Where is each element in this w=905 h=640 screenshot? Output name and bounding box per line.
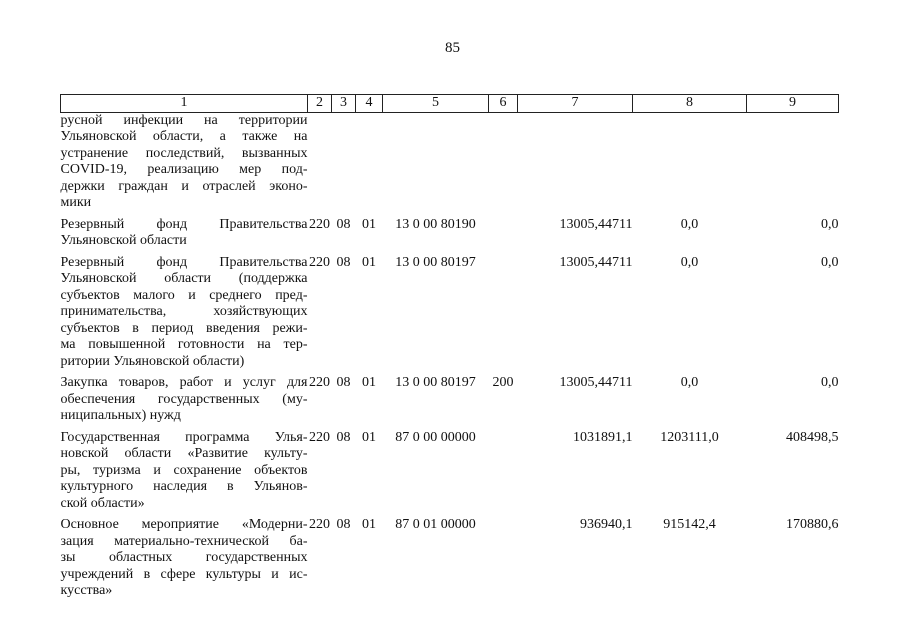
admin-code-cell: 220 [309, 375, 330, 390]
amount-col7-cell: 13005,44711 [559, 375, 633, 390]
expense-type-cell [489, 212, 518, 250]
description-line: Ульяновской области, а также на [60, 129, 308, 144]
description-line: Государственная программа Улья- [60, 429, 308, 445]
amount-col8-cell: 0,0 [680, 216, 699, 232]
expense-type-cell [489, 250, 518, 371]
amount-col8-cell [633, 112, 747, 212]
header-col-9: 9 [747, 95, 839, 113]
subsection-cell: 01 [362, 517, 376, 532]
amount-col9-cell: 0,0 [821, 375, 839, 390]
header-col-6: 6 [489, 95, 518, 113]
description-line: обеспечения государственных (му- [60, 391, 308, 407]
amount-col8-cell: 1203111,0 [660, 429, 719, 445]
header-col-2: 2 [308, 95, 332, 113]
subsection-cell: 01 [362, 254, 376, 270]
description-line: субъектов малого и среднего пред- [60, 287, 308, 303]
header-col-4: 4 [356, 95, 383, 113]
amount-col7-cell: 936940,1 [580, 517, 633, 532]
header-col-3: 3 [332, 95, 356, 113]
header-col-7: 7 [518, 95, 633, 113]
description-line: ры, туризма и сохранение объектов [60, 462, 308, 478]
header-col-5: 5 [383, 95, 489, 113]
description-line: Резервный фонд Правительства [60, 216, 308, 232]
description-cell [61, 425, 308, 513]
amount-col7-cell: 13005,44711 [559, 216, 633, 232]
description-line: принимательства, хозяйствующих [60, 304, 308, 319]
expense-type-cell [489, 512, 518, 600]
target-article-cell: 13 0 00 80190 [395, 216, 476, 232]
amount-col7-cell: 13005,44711 [559, 254, 633, 270]
description-line: зация материально-технической ба- [60, 533, 308, 549]
description-cell [61, 250, 308, 371]
amount-col9-cell: 0,0 [821, 216, 839, 232]
description-line: Ульяновской области (поддержка [60, 271, 308, 286]
description-line: ской области» [60, 495, 145, 511]
target-article-cell: 13 0 00 80197 [395, 254, 476, 270]
table-body [61, 112, 839, 600]
description-line: новской области «Развитие культу- [60, 446, 308, 461]
admin-code-cell: 220 [309, 517, 330, 532]
description-line: культурного наследия в Ульянов- [60, 479, 308, 494]
description-line: устранение последствий, вызванных [60, 145, 308, 161]
subsection-cell [356, 112, 383, 212]
admin-code-cell [308, 112, 332, 212]
amount-col8-cell: 0,0 [680, 254, 699, 270]
target-article-cell: 87 0 00 00000 [395, 429, 476, 445]
description-line: кусства» [60, 583, 113, 598]
description-cell [61, 112, 308, 212]
admin-code-cell: 220 [309, 254, 330, 270]
description-line: учреждений в сфере культуры и ис- [60, 566, 308, 582]
description-line: мики [60, 195, 92, 210]
header-col-8: 8 [633, 95, 747, 113]
amount-col9-cell: 408498,5 [786, 429, 839, 445]
section-cell: 08 [336, 254, 351, 270]
subsection-cell: 01 [362, 216, 376, 232]
expense-type-cell [489, 425, 518, 513]
amount-col7-cell [518, 112, 633, 212]
description-cell [61, 512, 308, 600]
amount-col8-cell: 915142,4 [663, 517, 716, 532]
description-line: ритории Ульяновской области) [60, 353, 245, 369]
admin-code-cell: 220 [309, 216, 330, 232]
description-cell [61, 370, 308, 425]
target-article-cell: 13 0 00 80197 [395, 375, 476, 390]
budget-table [60, 94, 839, 600]
section-cell: 08 [336, 429, 351, 445]
description-line: держки граждан и отраслей эконо- [60, 178, 308, 194]
header-col-1: 1 [61, 95, 308, 113]
description-cell [61, 212, 308, 250]
description-line: Ульяновской области [60, 233, 187, 248]
description-line: зы областных государственных [60, 550, 308, 565]
section-cell: 08 [336, 216, 351, 232]
expense-type-cell: 200 [492, 375, 514, 390]
table-row [61, 512, 839, 600]
description-line: COVID-19, реализацию мер под- [60, 162, 308, 177]
description-line: ма повышенной готовности на тер- [60, 337, 308, 352]
amount-col9-cell: 0,0 [821, 254, 839, 270]
table-row [61, 212, 839, 250]
table-row [61, 112, 839, 212]
amount-col8-cell: 0,0 [680, 375, 699, 390]
section-cell: 08 [336, 517, 351, 532]
amount-col9-cell [747, 112, 839, 212]
description-line: ниципальных) нужд [60, 408, 181, 423]
description-line: Резервный фонд Правительства [60, 254, 308, 270]
section-cell: 08 [336, 375, 351, 390]
expense-type-cell [489, 112, 518, 212]
table-row [61, 370, 839, 425]
description-line: Закупка товаров, работ и услуг для [60, 375, 308, 390]
amount-col7-cell: 1031891,1 [573, 429, 633, 445]
header-row [61, 95, 839, 113]
table-row [61, 250, 839, 371]
target-article-cell: 87 0 01 00000 [395, 517, 476, 532]
amount-col9-cell: 170880,6 [786, 517, 839, 532]
table-row [61, 425, 839, 513]
subsection-cell: 01 [362, 429, 376, 445]
section-cell [332, 112, 356, 212]
target-article-cell [383, 112, 489, 212]
subsection-cell: 01 [362, 375, 376, 390]
description-line: Основное мероприятие «Модерни- [60, 517, 308, 532]
description-line: русной инфекции на территории [60, 112, 308, 128]
admin-code-cell: 220 [309, 429, 330, 445]
description-line: субъектов в период введения режи- [60, 320, 308, 336]
page-number: 85 [445, 40, 460, 56]
